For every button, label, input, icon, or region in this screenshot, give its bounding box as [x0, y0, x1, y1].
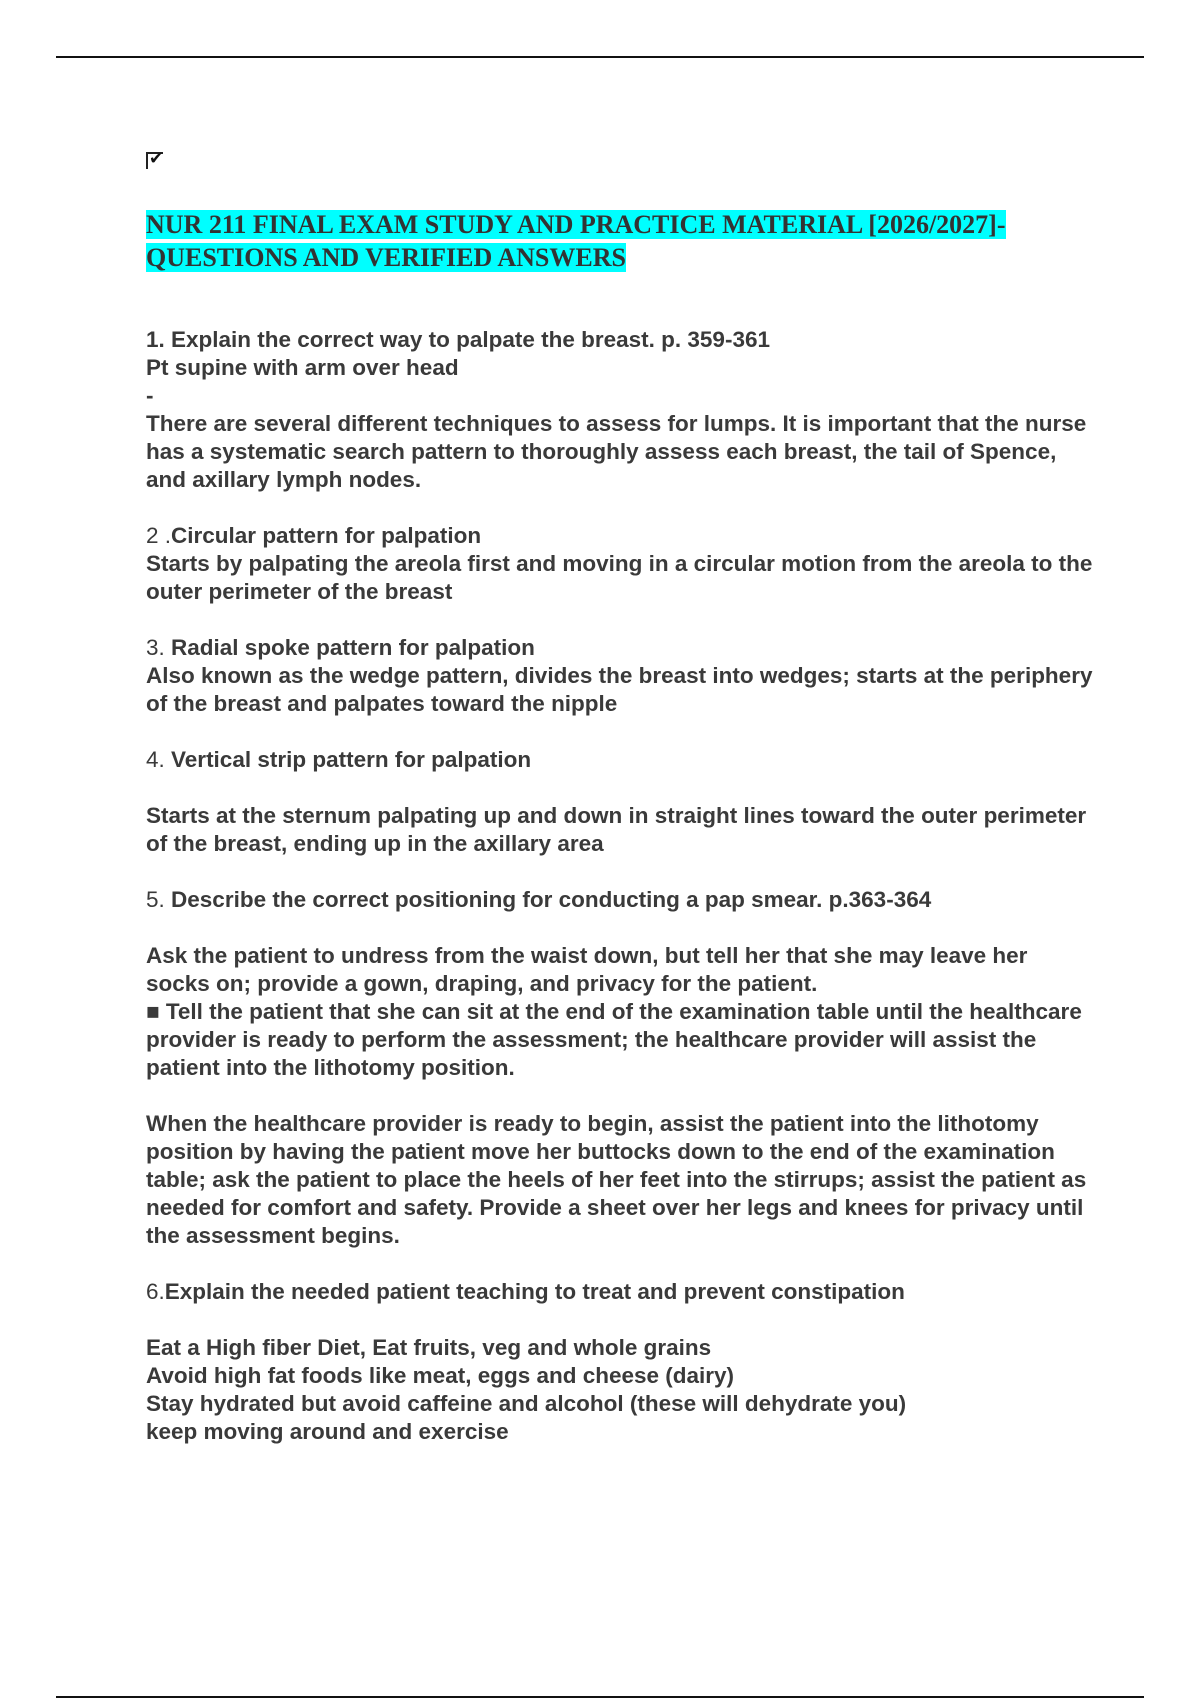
title-line-2: QUESTIONS AND VERIFIED ANSWERS — [146, 243, 626, 272]
answer-4: Starts at the sternum palpating up and down in straight lines toward the outer perimeter of the breast, ending up in the axillary area — [146, 803, 1087, 856]
answer-3: Also known as the wedge pattern, divides the breast into wedges; starts at the periphery of the breast and palpates toward the nipple — [146, 663, 1093, 716]
question-5 — [146, 886, 1096, 914]
checkbox-icon[interactable] — [146, 149, 164, 169]
question-6-number: 6. — [146, 1279, 165, 1304]
question-5-text: Describe the correct positioning for conducting a pap smear. p.363-364 — [171, 887, 932, 912]
question-4-text: Vertical strip pattern for palpation — [171, 747, 532, 772]
question-1: 1. Explain the correct way to palpate the breast. p. 359-361 — [146, 327, 770, 352]
question-3-number: 3. — [146, 635, 172, 660]
answer-5-part-1: Ask the patient to undress from the waist down, but tell her that she may leave her socks on; provide a gown, draping, and privacy for the patient. — [146, 943, 1028, 996]
top-rule — [56, 56, 1144, 58]
question-3 — [146, 634, 1096, 662]
question-6-text: Explain the needed patient teaching to treat and prevent constipation — [164, 1279, 905, 1304]
answer-2: Starts by palpating the areola first and moving in a circular motion from the areola to the outer perimeter of the breast — [146, 551, 1093, 604]
question-6 — [146, 1278, 1096, 1306]
answer-6-item: Eat a High fiber Diet, Eat fruits, veg and whole grains — [146, 1335, 712, 1360]
bottom-rule — [56, 1696, 1144, 1698]
answer-5-part-2: ■ Tell the patient that she can sit at the end of the examination table until the healthcare provider is ready to perform the assessment; the healthcare provider will assist the patient into the lithotomy position. — [146, 999, 1082, 1080]
question-2-text: Circular pattern for palpation — [171, 523, 482, 548]
question-4-number: 4. — [146, 747, 172, 772]
question-5-number: 5. — [146, 887, 172, 912]
question-3-text: Radial spoke pattern for palpation — [171, 635, 535, 660]
question-2-number: 2 . — [146, 523, 172, 548]
answer-6-item: keep moving around and exercise — [146, 1419, 509, 1444]
title-line-1: NUR 211 FINAL EXAM STUDY AND PRACTICE MATERIAL [2026/2027]- — [146, 210, 1006, 239]
answer-6-item: Stay hydrated but avoid caffeine and alcohol (these will dehydrate you) — [146, 1391, 907, 1416]
document-title — [146, 208, 1096, 274]
answer-1-line: Pt supine with arm over head — [146, 355, 459, 380]
answer-5-part-3: When the healthcare provider is ready to begin, assist the patient into the lithotomy position by having the patient move her buttocks down to the end of the examination table; ask the patient to place the heels of her feet into the stirrups; assist the patient as needed for comfort and safety. Provide a sheet over her legs and knees for privacy until the assessment begins. — [146, 1111, 1087, 1248]
answer-1-dash: - — [146, 383, 154, 408]
document-body — [146, 326, 1096, 1446]
answer-1-paragraph: There are several different techniques to assess for lumps. It is important that the nurse has a systematic search pattern to thoroughly assess each breast, the tail of Spence, and axillary lymph nodes. — [146, 411, 1087, 492]
question-4 — [146, 746, 1096, 774]
answer-6-item: Avoid high fat foods like meat, eggs and cheese (dairy) — [146, 1363, 735, 1388]
checkmark-icon: ✔ — [149, 149, 164, 169]
question-2 — [146, 522, 1096, 550]
